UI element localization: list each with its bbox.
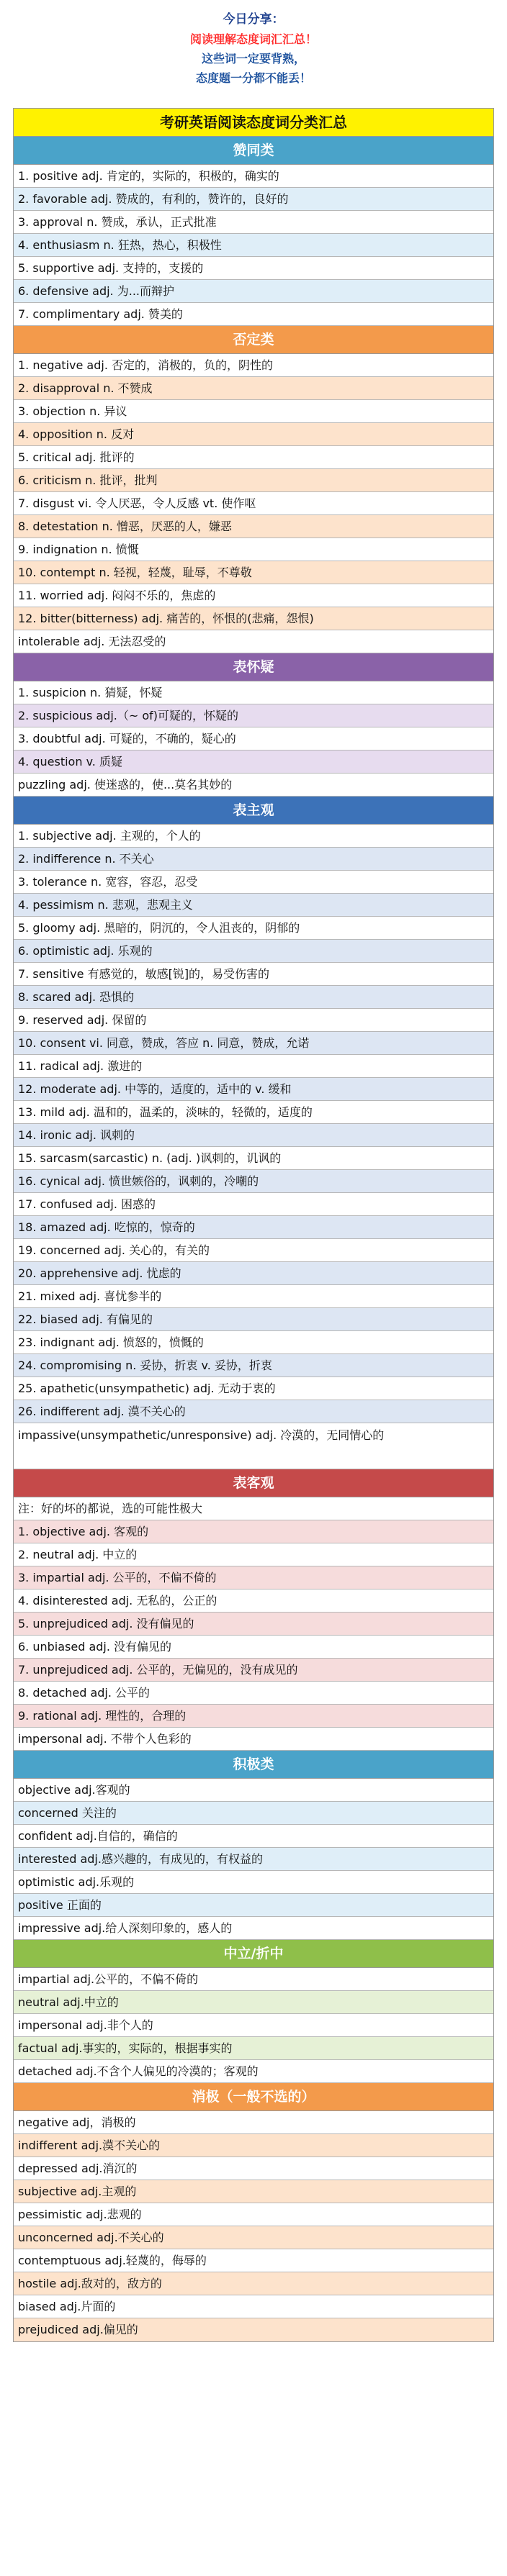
vocab-row: hostile adj.敌对的，敌方的 [14, 2272, 493, 2295]
vocab-row: 10. contempt n. 轻视，轻蔑，耻辱，不尊敬 [14, 561, 493, 584]
section-header: 赞同类 [14, 137, 493, 165]
vocab-row: 3. tolerance n. 宽容，容忍，忍受 [14, 871, 493, 894]
vocab-row: 25. apathetic(unsympathetic) adj. 无动于衷的 [14, 1377, 493, 1400]
vocab-row: impressive adj.给人深刻印象的，感人的 [14, 1917, 493, 1940]
vocab-row: 7. unprejudiced adj. 公平的，无偏见的，没有成见的 [14, 1659, 493, 1682]
vocab-row: 19. concerned adj. 关心的，有关的 [14, 1239, 493, 1262]
vocab-row: concerned 关注的 [14, 1802, 493, 1825]
vocab-row: 4. disinterested adj. 无私的，公正的 [14, 1589, 493, 1613]
vocab-row: detached adj.不含个人偏见的冷漠的；客观的 [14, 2060, 493, 2083]
vocab-row: impassive(unsympathetic/unresponsive) adj. 冷漠的，无同情心的 [14, 1423, 493, 1469]
vocab-row: optimistic adj.乐观的 [14, 1871, 493, 1894]
vocab-row: 12. moderate adj. 中等的，适度的，适中的 v. 缓和 [14, 1078, 493, 1101]
vocab-row: 3. approval n. 赞成，承认，正式批准 [14, 211, 493, 234]
vocab-row: impersonal adj. 不带个人色彩的 [14, 1728, 493, 1751]
vocab-row: 3. impartial adj. 公平的，不偏不倚的 [14, 1566, 493, 1589]
vocab-row: 2. suspicious adj.（~ of)可疑的，怀疑的 [14, 704, 493, 727]
section-header: 表客观 [14, 1469, 493, 1497]
vocab-row: 10. consent vi. 同意，赞成，答应 n. 同意，赞成，允诺 [14, 1032, 493, 1055]
section-header: 中立/折中 [14, 1940, 493, 1968]
vocab-row: interested adj.感兴趣的，有成见的，有权益的 [14, 1848, 493, 1871]
vocab-row: 20. apprehensive adj. 忧虑的 [14, 1262, 493, 1285]
vocab-row: 2. indifference n. 不关心 [14, 848, 493, 871]
vocab-row: 3. doubtful adj. 可疑的，不确的，疑心的 [14, 727, 493, 750]
vocab-row: 6. defensive adj. 为...而辩护 [14, 280, 493, 303]
vocab-row: 2. favorable adj. 赞成的，有利的，赞许的，良好的 [14, 188, 493, 211]
vocab-row: pessimistic adj.悲观的 [14, 2203, 493, 2226]
vocab-row: 17. confused adj. 困惑的 [14, 1193, 493, 1216]
vocab-row: 5. unprejudiced adj. 没有偏见的 [14, 1613, 493, 1636]
vocab-row: indifferent adj.漠不关心的 [14, 2134, 493, 2157]
vocab-row: 1. objective adj. 客观的 [14, 1520, 493, 1543]
vocab-row: 7. disgust vi. 令人厌恶，令人反感 vt. 使作呕 [14, 492, 493, 515]
section-header: 积极类 [14, 1751, 493, 1779]
vocab-row: 2. neutral adj. 中立的 [14, 1543, 493, 1566]
vocab-row: 8. detestation n. 憎恶，厌恶的人，嫌恶 [14, 515, 493, 538]
vocab-row: impersonal adj.非个人的 [14, 2014, 493, 2037]
vocab-row: 26. indifferent adj. 漠不关心的 [14, 1400, 493, 1423]
vocab-row: 21. mixed adj. 喜忧参半的 [14, 1285, 493, 1308]
vocab-row: 5. supportive adj. 支持的，支援的 [14, 257, 493, 280]
vocab-row: 6. criticism n. 批评，批判 [14, 469, 493, 492]
vocab-row: 5. gloomy adj. 黑暗的，阴沉的，令人沮丧的，阴郁的 [14, 917, 493, 940]
vocab-row: 15. sarcasm(sarcastic) n. (adj. )讽刺的，讥讽的 [14, 1147, 493, 1170]
vocab-row: objective adj.客观的 [14, 1779, 493, 1802]
vocab-row: 4. enthusiasm n. 狂热，热心，积极性 [14, 234, 493, 257]
intro-line: 态度题一分都不能丢！ [195, 71, 311, 85]
vocab-row: 14. ironic adj. 讽刺的 [14, 1124, 493, 1147]
vocab-row: negative adj，消极的 [14, 2111, 493, 2134]
section-header: 消极（一般不选的） [14, 2083, 493, 2111]
vocab-row: 5. critical adj. 批评的 [14, 446, 493, 469]
vocab-row: 16. cynical adj. 愤世嫉俗的，讽刺的，冷嘲的 [14, 1170, 493, 1193]
vocab-row: 9. indignation n. 愤慨 [14, 538, 493, 561]
section-header: 表怀疑 [14, 653, 493, 681]
intro-line: 这些词一定要背熟， [201, 52, 305, 65]
vocab-row: 1. subjective adj. 主观的，个人的 [14, 825, 493, 848]
intro-line: 阅读理解态度词汇汇总！ [189, 32, 317, 46]
vocab-row: 11. worried adj. 闷闷不乐的，焦虑的 [14, 584, 493, 607]
vocab-row: 4. pessimism n. 悲观，悲观主义 [14, 894, 493, 917]
vocab-row: 7. complimentary adj. 赞美的 [14, 303, 493, 326]
vocab-row: neutral adj.中立的 [14, 1991, 493, 2014]
vocab-row: 1. negative adj. 否定的，消极的，负的，阴性的 [14, 354, 493, 377]
vocab-row: impartial adj.公平的，不偏不倚的 [14, 1968, 493, 1991]
vocab-row: 注：好的坏的都说，选的可能性极大 [14, 1497, 493, 1520]
table-title: 考研英语阅读态度词分类汇总 [14, 109, 493, 137]
vocab-row: factual adj.事实的，实际的，根据事实的 [14, 2037, 493, 2060]
vocab-row: 13. mild adj. 温和的，温柔的，淡味的，轻微的，适度的 [14, 1101, 493, 1124]
vocab-row: 6. optimistic adj. 乐观的 [14, 940, 493, 963]
vocab-row: 4. opposition n. 反对 [14, 423, 493, 446]
vocab-row: depressed adj.消沉的 [14, 2157, 493, 2180]
vocab-row: 4. question v. 质疑 [14, 750, 493, 774]
vocab-row: 8. scared adj. 恐惧的 [14, 986, 493, 1009]
intro-block [0, 0, 507, 85]
vocab-row: 2. disapproval n. 不赞成 [14, 377, 493, 400]
vocabulary-table [13, 108, 494, 2342]
vocab-row: 23. indignant adj. 愤怒的，愤慨的 [14, 1331, 493, 1354]
vocab-row: 24. compromising n. 妥协，折衷 v. 妥协，折衷 [14, 1354, 493, 1377]
vocab-row: 6. unbiased adj. 没有偏见的 [14, 1636, 493, 1659]
vocab-row: biased adj.片面的 [14, 2295, 493, 2318]
intro-line: 今日分享： [223, 12, 284, 27]
vocab-row: 22. biased adj. 有偏见的 [14, 1308, 493, 1331]
vocab-row: prejudiced adj.偏见的 [14, 2318, 493, 2341]
vocab-row: contemptuous adj.轻蔑的，侮辱的 [14, 2249, 493, 2272]
section-header: 表主观 [14, 797, 493, 825]
vocab-row: subjective adj.主观的 [14, 2180, 493, 2203]
vocab-row: unconcerned adj.不关心的 [14, 2226, 493, 2249]
vocab-row: 9. reserved adj. 保留的 [14, 1009, 493, 1032]
vocab-row: 18. amazed adj. 吃惊的，惊奇的 [14, 1216, 493, 1239]
vocab-row: 7. sensitive 有感觉的，敏感[锐]的，易受伤害的 [14, 963, 493, 986]
vocab-row: positive 正面的 [14, 1894, 493, 1917]
vocab-row: 11. radical adj. 激进的 [14, 1055, 493, 1078]
vocab-row: puzzling adj. 使迷惑的，使...莫名其妙的 [14, 774, 493, 797]
section-header: 否定类 [14, 326, 493, 354]
vocab-row: 8. detached adj. 公平的 [14, 1682, 493, 1705]
vocab-row: confident adj.自信的，确信的 [14, 1825, 493, 1848]
vocab-row: 9. rational adj. 理性的，合理的 [14, 1705, 493, 1728]
vocab-row: 3. objection n. 异议 [14, 400, 493, 423]
vocab-row: 1. positive adj. 肯定的，实际的，积极的，确实的 [14, 165, 493, 188]
vocab-row: 1. suspicion n. 猜疑，怀疑 [14, 681, 493, 704]
vocab-row: 12. bitter(bitterness) adj. 痛苦的，怀恨的(悲痛，怨恨) [14, 607, 493, 630]
vocab-row: intolerable adj. 无法忍受的 [14, 630, 493, 653]
